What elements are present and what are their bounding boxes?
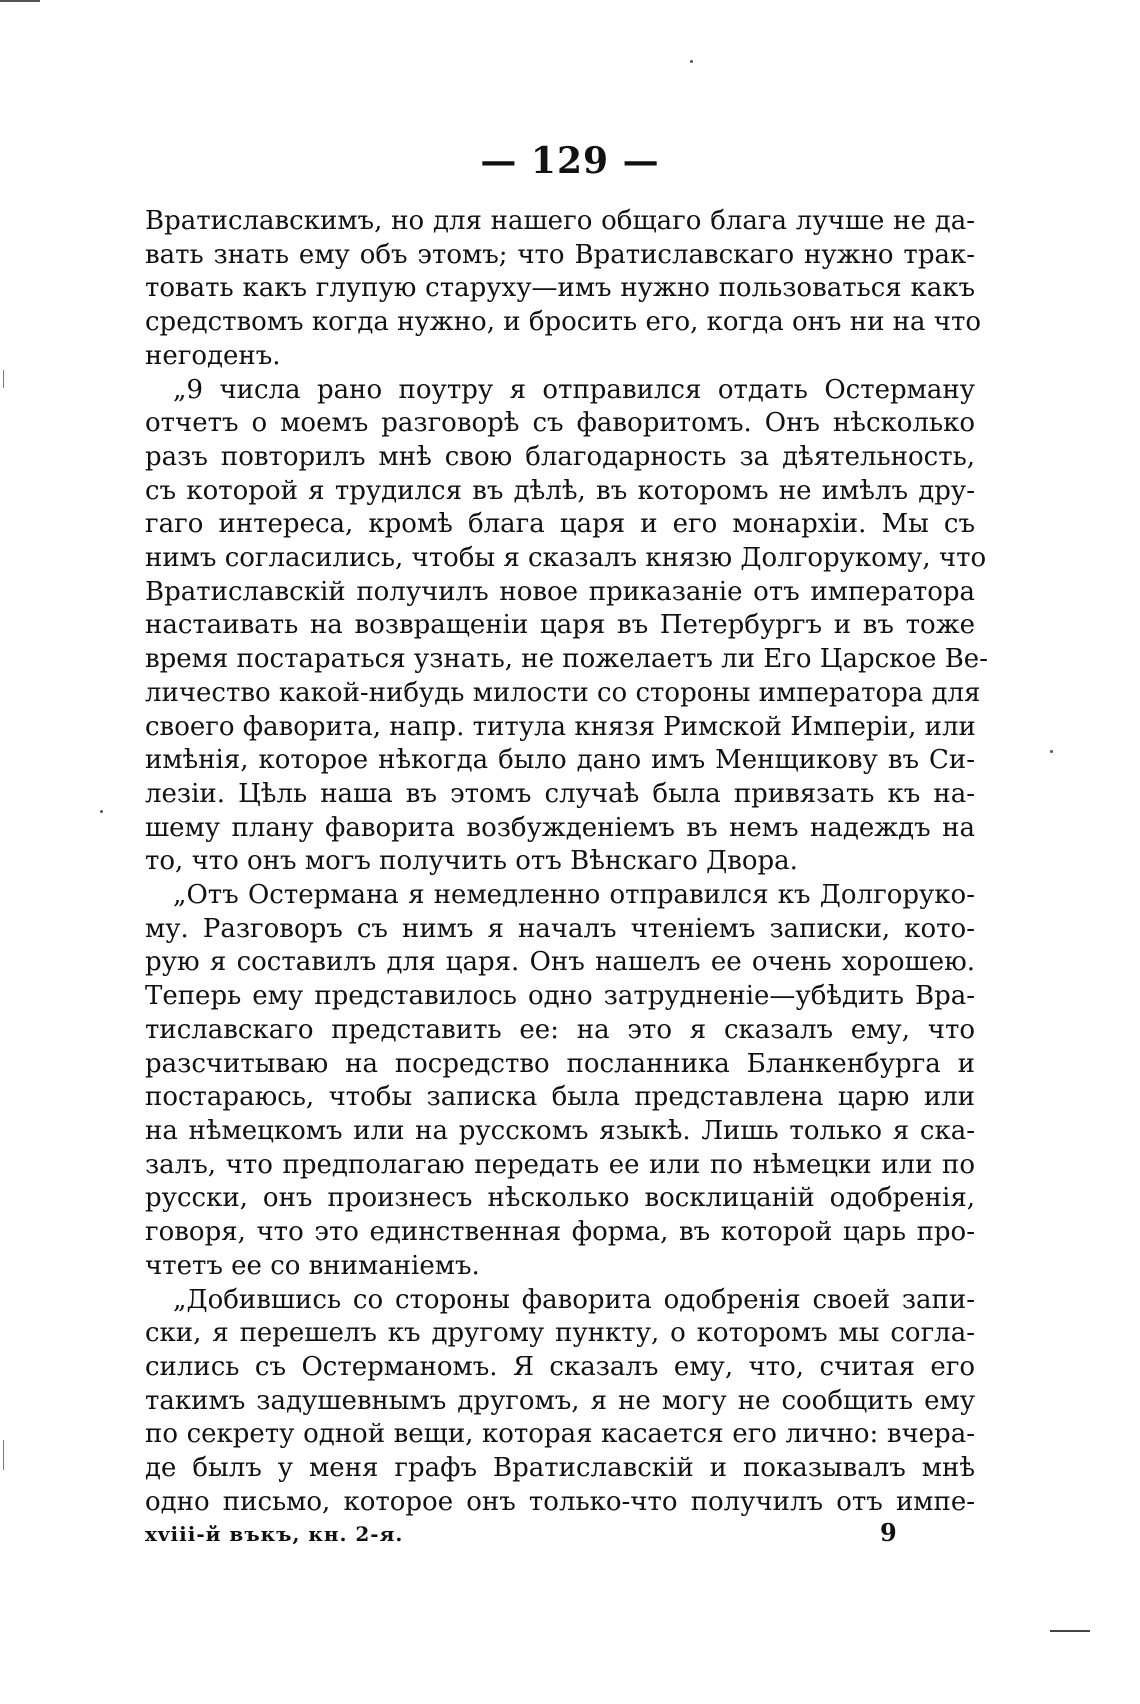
text-line: де былъ у меня графъ Вратиславскій и показывалъ мнѣ <box>145 1453 975 1484</box>
text-line: Теперь ему представилось одно затрудненіе—убѣдить Вра- <box>145 981 975 1012</box>
scan-edge-mark <box>0 0 40 2</box>
text-line: товать какъ глупую старуху—имъ нужно пользоваться какъ <box>145 273 975 304</box>
text-line: лезіи. Цѣль наша въ этомъ случаѣ была привязать къ на- <box>145 778 975 809</box>
text-line: чтетъ ее со вниманіемъ. <box>145 1250 480 1281</box>
text-line: „9 числа рано поутру я отправился отдать Остерману <box>173 374 975 405</box>
text-line: то, что онъ могъ получить отъ Вѣнскаго Двора. <box>145 846 798 877</box>
text-line: русски, онъ произнесъ нѣсколько восклицаній одобренія, <box>145 1183 975 1214</box>
text-line: „Добившись со стороны фаворита одобренія своей запи- <box>173 1284 975 1315</box>
text-line: такимъ задушевнымъ другомъ, я не могу не сообщить ему <box>145 1385 975 1416</box>
text-line: личество какой-нибудь милости со стороны императора для <box>145 677 981 708</box>
text-line: одно письмо, которое онъ только-что получилъ отъ импе- <box>145 1486 975 1517</box>
text-line: нимъ согласились, чтобы я сказалъ князю Долгорукому, что <box>145 543 987 574</box>
text-line: настаивать на возвращеніи царя въ Петербургъ и въ тоже <box>145 610 975 641</box>
text-line: разъ повторилъ мнѣ свою благодарность за дѣятельность, <box>145 441 975 472</box>
text-line: съ которой я трудился въ дѣлѣ, въ которомъ не имѣлъ дру- <box>145 475 975 506</box>
paragraph <box>145 374 988 880</box>
text-line: говоря, что это единственная форма, въ которой царь про- <box>145 1217 975 1248</box>
text-line: шему плану фаворита возбужденіемъ въ немъ надеждъ на <box>145 812 975 843</box>
text-line: Вратиславскій получилъ новое приказаніе отъ императора <box>145 576 975 607</box>
text-line: по секрету одной вещи, которая касается его лично: вчера- <box>145 1419 975 1450</box>
paragraph <box>145 1284 975 1520</box>
scan-edge-mark <box>3 1440 4 1470</box>
text-line: тиславскаго представить ее: на это я сказалъ ему, что <box>145 1014 975 1045</box>
text-line: залъ, что предполагаю передать ее или по нѣмецки или по <box>145 1149 975 1180</box>
footer-signature-mark: 9 <box>880 1518 897 1547</box>
text-line: негоденъ. <box>145 340 281 371</box>
text-line: „Отъ Остермана я немедленно отправился къ Долгоруко- <box>173 880 975 911</box>
text-line: вать знать ему объ этомъ; что Вратиславскаго нужно трак- <box>145 239 975 270</box>
paragraph <box>145 205 981 374</box>
scan-edge-mark <box>3 370 4 388</box>
text-line: постараюсь, чтобы записка была представлена царю или <box>145 1082 975 1113</box>
text-line: средствомъ когда нужно, и бросить его, когда онъ ни на что <box>145 307 981 338</box>
text-line: отчетъ о моемъ разговорѣ съ фаворитомъ. Онъ нѣсколько <box>145 408 975 439</box>
text-line: время постараться узнать, не пожелаетъ ли Его Царское Ве- <box>145 644 988 675</box>
scan-speck <box>100 810 103 813</box>
footer-signature: xviii-й въкъ, кн. 2-я. <box>145 1522 404 1546</box>
body-text <box>145 205 988 1519</box>
text-line: имѣнія, которое нѣкогда было дано имъ Менщикову въ Си- <box>145 745 975 776</box>
scan-speck <box>1050 750 1053 753</box>
text-line: на нѣмецкомъ или на русскомъ языкѣ. Лишь только я ска- <box>145 1115 975 1146</box>
text-line: сились съ Остерманомъ. Я сказалъ ему, что, считая его <box>145 1351 975 1382</box>
scan-edge-mark <box>1050 1630 1090 1632</box>
paragraph <box>145 879 975 1283</box>
text-line: своего фаворита, напр. титула князя Римской Имперіи, или <box>145 711 976 742</box>
text-line: рую я составилъ для царя. Онъ нашелъ ее очень хорошею. <box>145 947 975 978</box>
text-line: му. Разговоръ съ нимъ я началъ чтеніемъ записки, кото- <box>145 913 975 944</box>
page-number: — 129 — <box>480 140 660 182</box>
scan-speck <box>690 60 693 63</box>
text-line: ски, я перешелъ къ другому пункту, о которомъ мы согла- <box>145 1318 975 1349</box>
text-line: гаго интереса, кромѣ блага царя и его монархіи. Мы съ <box>145 509 975 540</box>
text-line: разсчитываю на посредство посланника Бланкенбурга и <box>145 1048 975 1079</box>
text-line: Вратиславскимъ, но для нашего общаго блага лучше не да- <box>145 206 975 236</box>
